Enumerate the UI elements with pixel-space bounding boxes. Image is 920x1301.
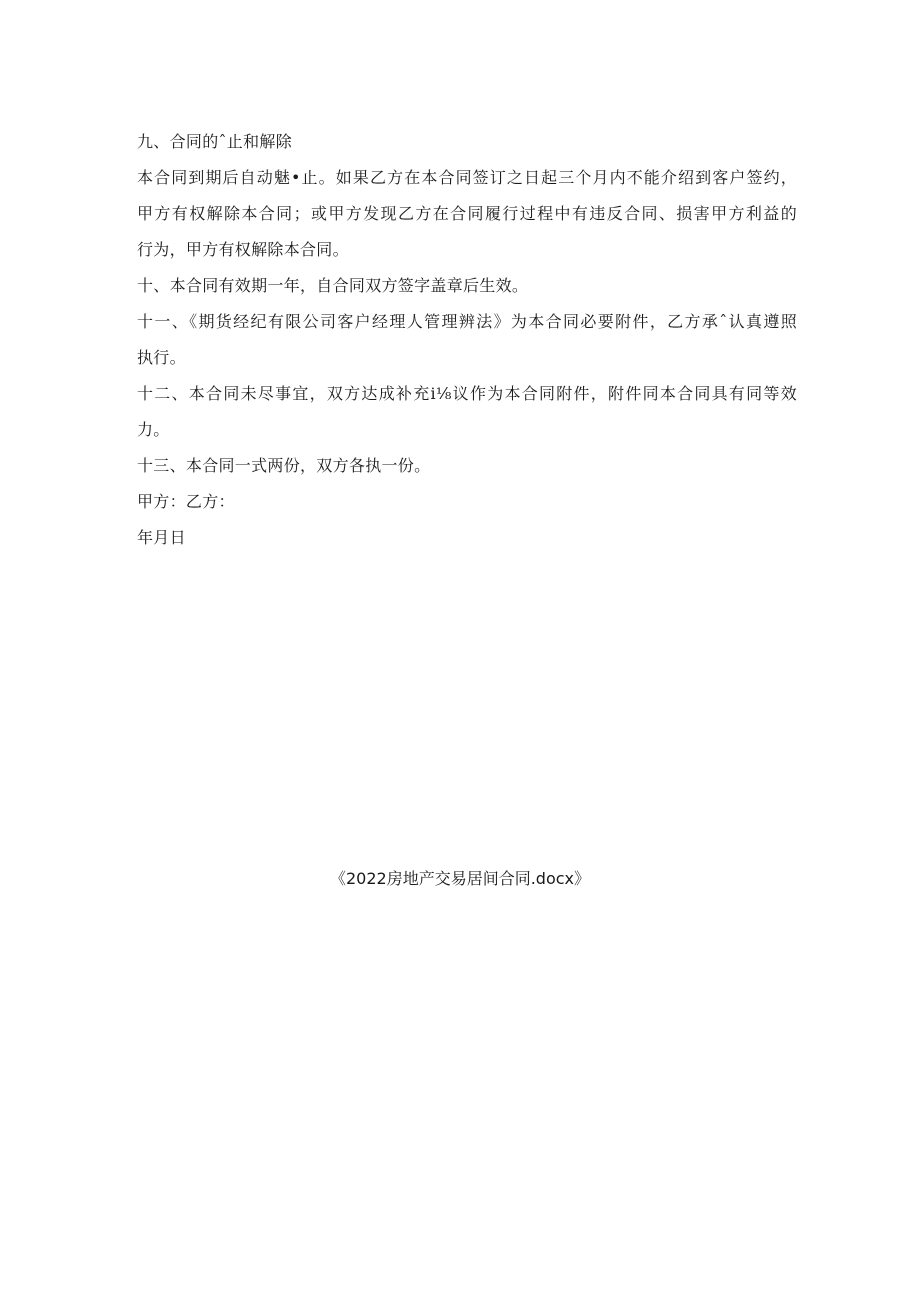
- paragraph-line: 行为，甲方有权解除本合同。: [137, 240, 349, 259]
- document-body: [137, 131, 797, 563]
- signature-parties: 甲方：乙方：: [137, 492, 235, 511]
- clause-thirteen: 十三、本合同一式两份，双方各执一份。: [137, 456, 431, 475]
- paragraph-line: 力。: [137, 420, 170, 439]
- section-heading-termination: 九、合同的ˆ止和解除: [137, 132, 293, 151]
- clause-eleven: 十一、《期货经纪有限公司客户经理人管理辨法》为本合同必要附件，乙方承ˆ认真遵照: [137, 312, 797, 331]
- clause-twelve: 十二、本合同未尽事宜，双方达成补充i⅛议作为本合同附件，附件同本合同具有同等效: [137, 384, 797, 403]
- clause-ten: 十、本合同有效期一年，自合同双方签字盖章后生效。: [137, 276, 529, 295]
- paragraph-line: 甲方有权解除本合同；或甲方发现乙方在合同履行过程中有违反合同、损害甲方利益的: [137, 204, 797, 223]
- paragraph-line: 本合同到期后自动魅•止。如果乙方在本合同签订之日起三个月内不能介绍到客户签约，: [137, 168, 797, 187]
- signature-date: 年月日: [137, 528, 186, 547]
- paragraph-line: 执行。: [137, 348, 186, 367]
- document-filename-footer: 《2022房地产交易居间合同.docx》: [329, 869, 591, 888]
